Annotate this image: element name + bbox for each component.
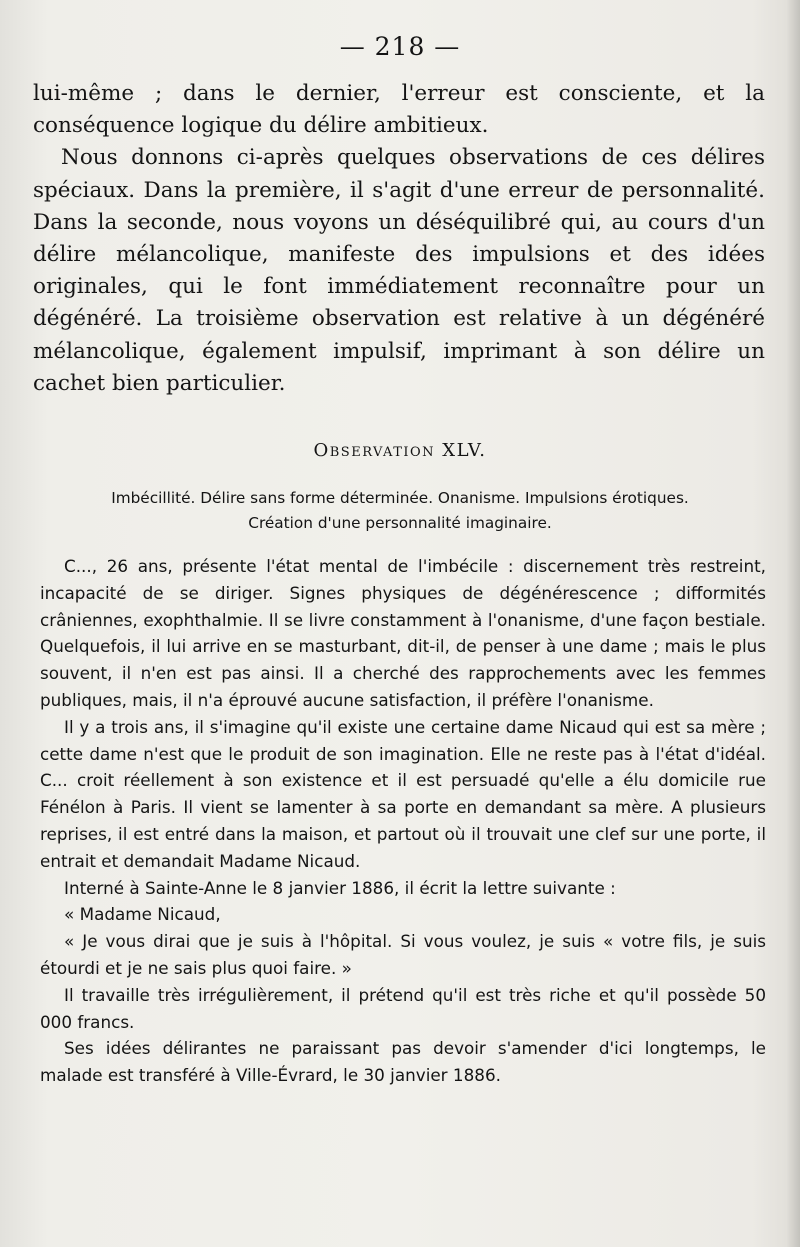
- observation-summary: [28, 486, 772, 536]
- intro-paragraph-1: lui-même ; dans le dernier, l'erreur est consciente, et la conséquence logique du délire ambitieux.: [33, 81, 765, 139]
- observation-paragraph-5: Ses idées délirantes ne paraissant pas devoir s'amender d'ici longtemps, le malade est transféré à Ville-Évrard, le 30 janvier 1886.: [40, 1038, 766, 1086]
- intro-paragraph-2: Nous donnons ci-après quelques observations de ces délires spéciaux. Dans la première, il s'agit d'une erreur de personnalité. Dans la seconde, nous voyons un déséquilibré qui, au cours d'un délire mélancolique, manifeste des impulsions et des idées originales, qui le font immédiatement reconnaître pour un dégénéré. La troisième observation est relative à un dégénéré mélancolique, également impulsif, imprimant à son délire un cachet bien particulier.: [33, 145, 765, 396]
- observation-paragraph-2: Il y a trois ans, il s'imagine qu'il existe une certaine dame Nicaud qui est sa mère ; cette dame n'est que le produit de son imagination. Elle ne reste pas à l'état d'idéal. C... croit réellement à son existence et il est persuadé qu'elle a élu domicile rue Fénélon à Paris. Il vient se lamenter à sa porte en demandant sa mère. A plusieurs reprises, il est entré dans la maison, et partout où il trouvait une clef sur une porte, il entrait et demandait Madame Nicaud.: [40, 716, 766, 871]
- letter-body: « Je vous dirai que je suis à l'hôpital. Si vous voulez, je suis « votre fils, je suis étourdi et je ne sais plus quoi faire. »: [40, 931, 766, 978]
- observation-text: [40, 553, 766, 1089]
- summary-line-1: Imbécillité. Délire sans forme déterminée. Onanisme. Impulsions érotiques.: [111, 489, 689, 507]
- page-number: — 218 —: [339, 32, 461, 61]
- observation-title: Observation XLV.: [313, 440, 487, 461]
- summary-line-2: Création d'une personnalité imaginaire.: [248, 514, 552, 532]
- intro-text: [33, 78, 765, 400]
- observation-paragraph-3: Interné à Sainte-Anne le 8 janvier 1886, il écrit la lettre suivante :: [64, 877, 616, 898]
- observation-paragraph-1: C..., 26 ans, présente l'état mental de l'imbécile : discernement très restreint, incapacité de se diriger. Signes physiques de dégénérescence ; difformités crâniennes, exophthalmie. Il se livre constamment à l'onanisme, d'une façon bestiale. Quelquefois, il lui arrive en se masturbant, dit-il, de penser à une dame ; mais le plus souvent, il n'en est pas ainsi. Il a cherché des rapprochements avec les femmes publiques, mais, il n'a éprouvé aucune satisfaction, il préfère l'onanisme.: [40, 556, 766, 710]
- page-edge-shadow: [786, 0, 800, 1247]
- observation-paragraph-4: Il travaille très irrégulièrement, il prétend qu'il est très riche et qu'il possède 50 000 francs.: [40, 984, 766, 1032]
- letter-salutation: « Madame Nicaud,: [64, 904, 221, 925]
